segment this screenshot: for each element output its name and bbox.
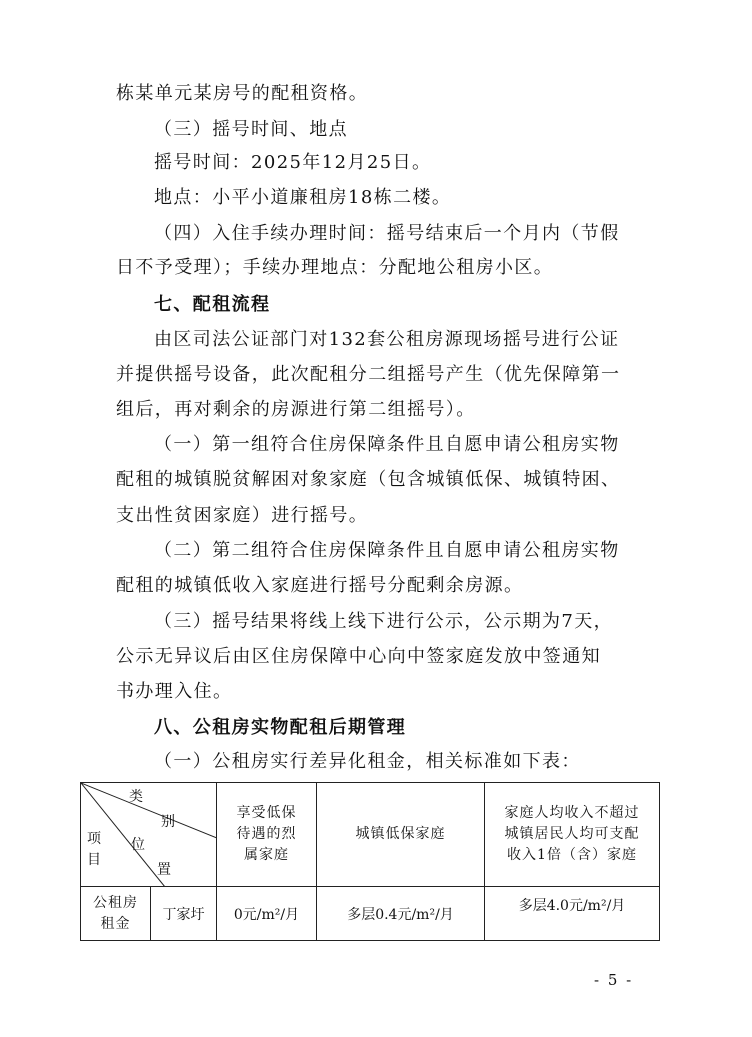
paragraph-line: 由区司法公证部门对132套公租房源现场摇号进行公证 (154, 329, 620, 350)
paragraph-line: 公示无异议后由区住房保障中心向中签家庭发放中签通知 (116, 646, 601, 667)
subheading-draw-time-place: （三）摇号时间、地点 (154, 119, 348, 140)
paragraph-line: 配租的城镇低收入家庭进行摇号分配剩余房源。 (116, 575, 524, 596)
cell-location: 丁家圩 (151, 887, 217, 941)
paragraph-line: （四）入住手续办理时间：摇号结束后一个月内（节假 (154, 223, 620, 244)
header-martyr-family: 享受低保 待遇的烈 属家庭 (217, 783, 317, 887)
paragraph-line: （三）摇号结果将线上线下进行公示，公示期为7天， (154, 611, 614, 632)
paragraph-line: （一）公租房实行差异化租金，相关标准如下表： (154, 751, 581, 772)
paragraph-line: （二）第二组符合住房保障条件且自愿申请公租房实物 (154, 540, 620, 561)
header-urban-subsistence: 城镇低保家庭 (317, 783, 485, 887)
page-number: - 5 - (594, 971, 634, 989)
diag-label-lei: 类 (129, 789, 143, 805)
paragraph-line: 日不予受理）；手续办理地点：分配地公租房小区。 (116, 257, 554, 278)
diag-label-xiang: 项 (87, 831, 101, 847)
table-diagonal-header-cell (81, 783, 217, 887)
paragraph-line: 并提供摇号设备，此次配租分二组摇号产生（优先保障第一 (116, 364, 621, 385)
diag-label-mu: 目 (87, 852, 101, 868)
diag-label-zhi: 置 (157, 862, 171, 878)
paragraph-line: 配租的城镇脱贫解困对象家庭（包含城镇低保、城镇特困、 (116, 469, 621, 490)
rent-standard-table (80, 782, 660, 941)
paragraph-line: 书办理入住。 (116, 681, 233, 702)
paragraph-line: 组后，再对剩余的房源进行第二组摇号）。 (116, 399, 476, 420)
diag-label-wei: 位 (131, 837, 145, 853)
section-heading-7: 七、配租流程 (154, 294, 271, 315)
paragraph-line: 地点：小平小道廉租房18栋二楼。 (154, 187, 452, 208)
cell-rent-martyr: 0元/m²/月 (217, 887, 317, 941)
paragraph-line: （一）第一组符合住房保障条件且自愿申请公租房实物 (154, 434, 620, 455)
diagonal-lines (81, 783, 217, 887)
paragraph-line: 栋某单元某房号的配租资格。 (116, 83, 369, 104)
section-heading-8: 八、公租房实物配租后期管理 (154, 717, 407, 738)
cell-rent-subsistence: 多层0.4元/m²/月 (317, 887, 485, 941)
paragraph-line: 支出性贫困家庭）进行摇号。 (116, 505, 369, 526)
cell-rent-income: 多层4.0元/m²/月 (485, 887, 660, 941)
header-income-limit: 家庭人均收入不超过 城镇居民人均可支配 收入1倍（含）家庭 (485, 783, 660, 887)
diag-label-bie: 别 (161, 814, 175, 830)
row-label-rent: 公租房 租金 (81, 887, 151, 941)
paragraph-line: 摇号时间：2025年12月25日。 (154, 152, 432, 173)
